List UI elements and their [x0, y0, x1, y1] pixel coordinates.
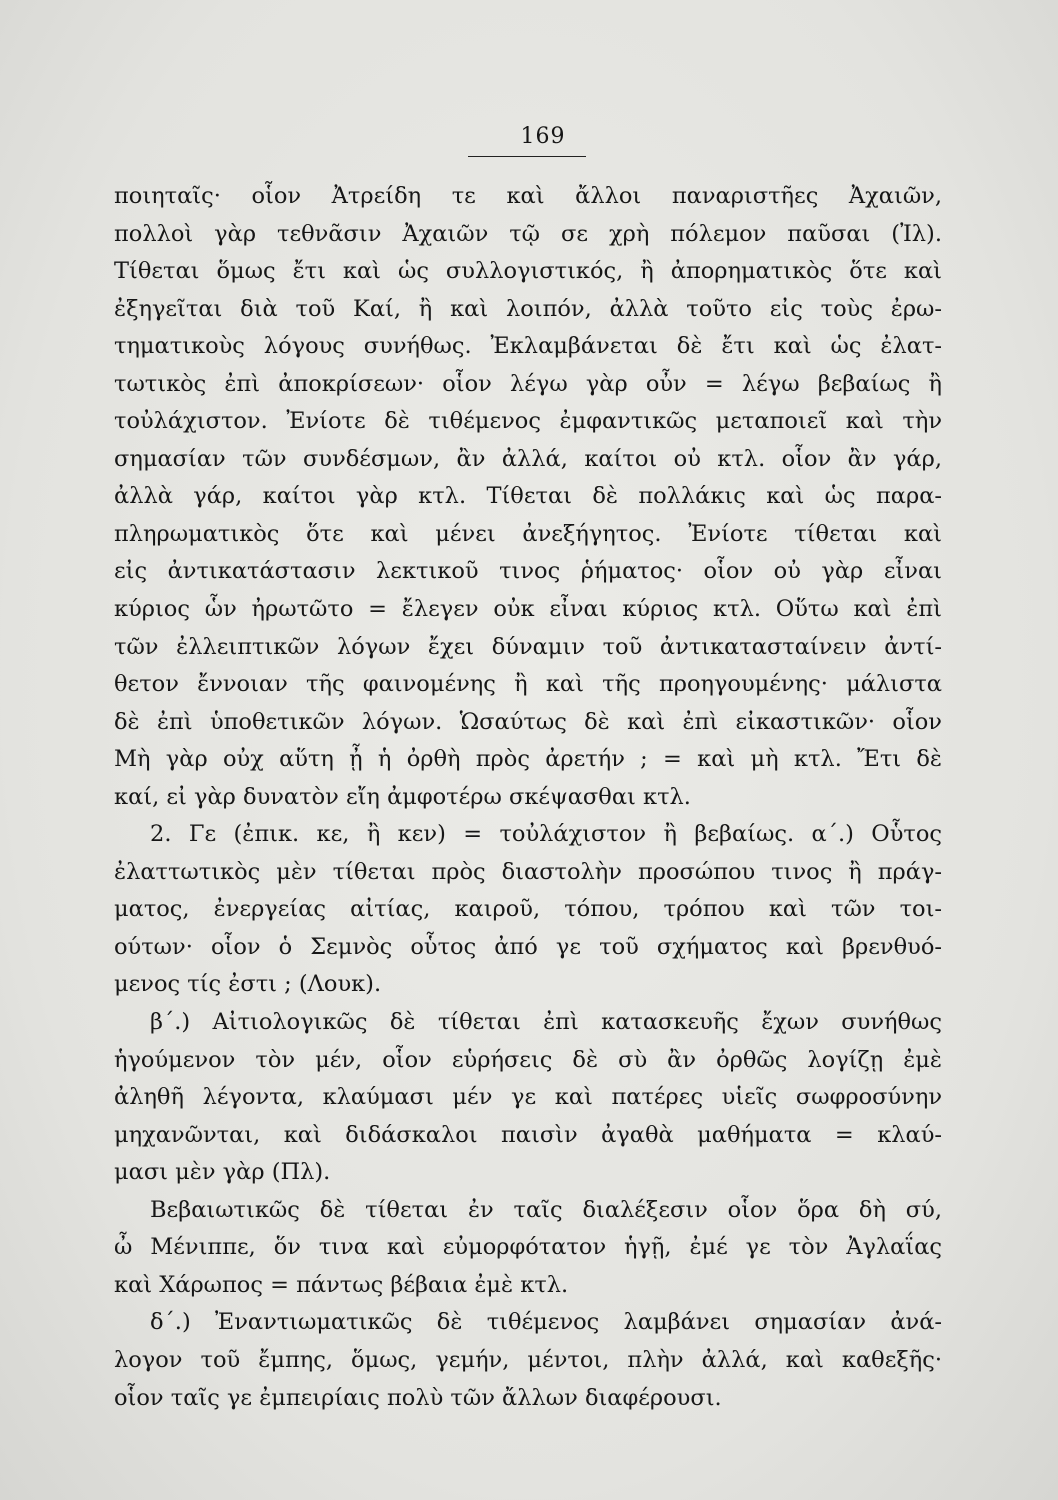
text-line: εἰς ἀντικατάστασιν λεκτικοῦ τινος ῥήματος· οἷον οὐ γὰρ εἶναι: [114, 558, 942, 585]
text-line: μασι μὲν γὰρ (Πλ).: [114, 1159, 331, 1186]
text-line: μηχανῶνται, καὶ διδάσκαλοι παισὶν ἀγαθὰ μαθήματα = κλαύ-: [114, 1121, 942, 1148]
text-line: ματος, ἐνεργείας αἰτίας, καιροῦ, τόπου, τρόπου καὶ τῶν τοι-: [114, 896, 942, 923]
text-line: ούτων· οἷον ὁ Σεμνὸς οὗτος ἀπό γε τοῦ σχήματος καὶ βρενθυό-: [114, 933, 942, 960]
text-line: καί, εἰ γὰρ δυνατὸν εἴη ἀμφοτέρω σκέψασθαι κτλ.: [114, 783, 691, 810]
page-number: 169: [520, 124, 566, 149]
text-line: καὶ Χάρωπος = πάντως βέβαια ἐμὲ κτλ.: [114, 1271, 569, 1298]
text-line: 2. Γε (ἐπικ. κε, ἢ κεν) = τοὐλάχιστον ἢ βεβαίως. α΄.) Οὗτος: [150, 821, 942, 848]
page-number-rule: [468, 156, 586, 157]
text-line: τῶν ἐλλειπτικῶν λόγων ἔχει δύναμιν τοῦ ἀντικατασταίνειν ἀντί-: [114, 633, 942, 660]
text-line: ἐλαττωτικὸς μὲν τίθεται πρὸς διαστολὴν προσώπου τινος ἢ πράγ-: [114, 858, 942, 885]
text-line: οἷον ταῖς γε ἐμπειρίαις πολὺ τῶν ἄλλων διαφέρουσι.: [114, 1384, 722, 1411]
text-line: ὦ Μένιππε, ὅν τινα καὶ εὐμορφότατον ἡγῇ, ἐμέ γε τὸν Ἀγλαΐας: [114, 1234, 942, 1261]
text-line: θετον ἔννοιαν τῆς φαινομένης ἢ καὶ τῆς προηγουμένης· μάλιστα: [114, 671, 942, 698]
body-text: [114, 178, 942, 1417]
text-line: β΄.) Αἰτιολογικῶς δὲ τίθεται ἐπὶ κατασκευῆς ἔχων συνήθως: [150, 1009, 942, 1036]
text-line: δὲ ἐπὶ ὑποθετικῶν λόγων. Ὡσαύτως δὲ καὶ ἐπὶ εἰκαστικῶν· οἷον: [114, 708, 942, 735]
text-line: μενος τίς ἐστι ; (Λουκ).: [114, 971, 382, 998]
text-line: Μὴ γὰρ οὐχ αὕτη ᾖ ἡ ὀρθὴ πρὸς ἀρετήν ; = καὶ μὴ κτλ. Ἔτι δὲ: [114, 746, 942, 773]
text-line: πληρωματικὸς ὅτε καὶ μένει ἀνεξήγητος. Ἐνίοτε τίθεται καὶ: [114, 520, 942, 547]
text-line: κύριος ὧν ἠρωτῶτο = ἔλεγεν οὐκ εἶναι κύριος κτλ. Οὕτω καὶ ἐπὶ: [114, 596, 942, 623]
text-line: Βεβαιωτικῶς δὲ τίθεται ἐν ταῖς διαλέξεσιν οἷον ὅρα δὴ σύ,: [150, 1196, 942, 1223]
text-line: δ΄.) Ἐναντιωματικῶς δὲ τιθέμενος λαμβάνει σημασίαν ἀνά-: [150, 1309, 942, 1336]
text-line: τηματικοὺς λόγους συνήθως. Ἐκλαμβάνεται δὲ ἔτι καὶ ὡς ἐλατ-: [114, 333, 942, 360]
text-line: ἐξηγεῖται διὰ τοῦ Καί, ἢ καὶ λοιπόν, ἀλλὰ τοῦτο εἰς τοὺς ἐρω-: [114, 295, 942, 322]
text-line: τωτικὸς ἐπὶ ἀποκρίσεων· οἷον λέγω γὰρ οὖν = λέγω βεβαίως ἢ: [114, 370, 942, 397]
text-line: ἡγούμενον τὸν μέν, οἷον εὑρήσεις δὲ σὺ ἂν ὀρθῶς λογίζῃ ἐμὲ: [114, 1046, 942, 1073]
text-line: πολλοὶ γὰρ τεθνᾶσιν Ἀχαιῶν τῷ σε χρὴ πόλεμον παῦσαι (Ἰλ).: [114, 220, 942, 247]
text-line: ποιηταῖς· οἷον Ἀτρείδη τε καὶ ἄλλοι παναριστῆες Ἀχαιῶν,: [114, 183, 942, 209]
text-line: σημασίαν τῶν συνδέσμων, ἂν ἀλλά, καίτοι οὐ κτλ. οἷον ἂν γάρ,: [114, 445, 942, 472]
text-line: τοὐλάχιστον. Ἐνίοτε δὲ τιθέμενος ἐμφαντικῶς μεταποιεῖ καὶ τὴν: [114, 408, 942, 435]
text-line: Τίθεται ὅμως ἔτι καὶ ὡς συλλογιστικός, ἢ ἀπορηματικὸς ὅτε καὶ: [114, 258, 942, 285]
text-line: ἀλλὰ γάρ, καίτοι γὰρ κτλ. Τίθεται δὲ πολλάκις καὶ ὡς παρα-: [114, 483, 942, 510]
text-line: ἀληθῆ λέγοντα, κλαύμασι μέν γε καὶ πατέρες υἱεῖς σωφροσύνην: [114, 1084, 942, 1111]
text-line: λογον τοῦ ἔμπης, ὅμως, γεμήν, μέντοι, πλὴν ἀλλά, καὶ καθεξῆς·: [114, 1346, 942, 1373]
